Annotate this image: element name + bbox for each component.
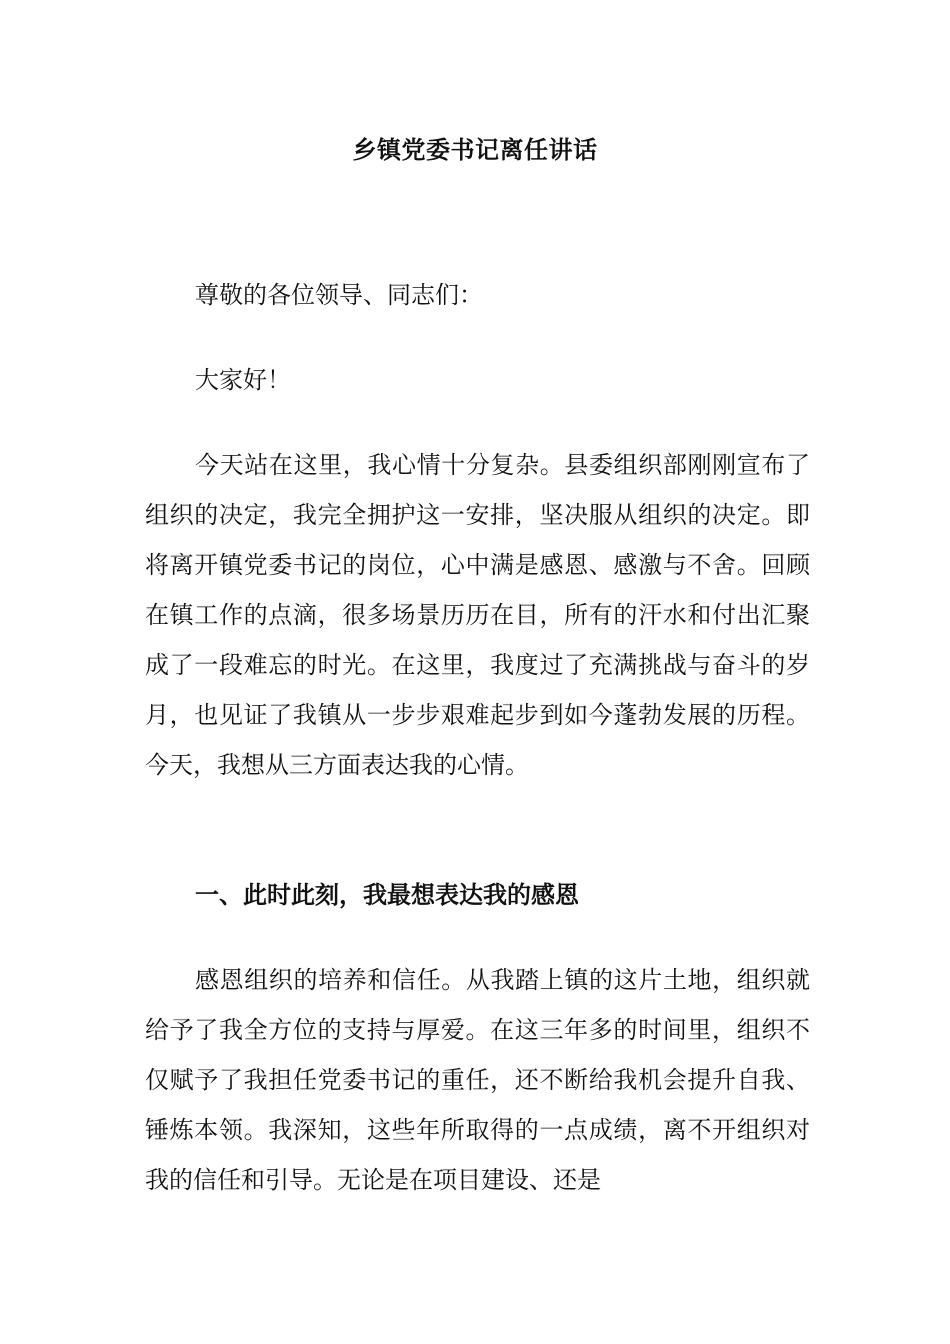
paragraph-gratitude: 感恩组织的培养和信任。从我踏上镇的这片土地，组织就给予了我全方位的支持与厚爱。在这三年多的时间里，组织不仅赋予了我担任党委书记的重任，还不断给我机会提升自我、锤炼本领。我深知，这些年所取得的一点成绩，离不开组织对我的信任和引导。无论是在项目建设、还是	[145, 966, 810, 1194]
section-heading: 一、此时此刻，我最想表达我的感恩	[195, 881, 579, 909]
greeting: 大家好！	[195, 366, 291, 394]
document-title: 乡镇党委书记离任讲话	[352, 136, 598, 164]
salutation: 尊敬的各位领导、同志们：	[195, 281, 483, 309]
paragraph-intro: 今天站在这里，我心情十分复杂。县委组织部刚刚宣布了组织的决定，我完全拥护这一安排，坚决服从组织的决定。即将离开镇党委书记的岗位，心中满是感恩、感激与不舍。回顾在镇工作的点滴，很多场景历历在目，所有的汗水和付出汇聚成了一段难忘的时光。在这里，我度过了充满挑战与奋斗的岁月，也见证了我镇从一步步艰难起步到如今蓬勃发展的历程。今天，我想从三方面表达我的心情。	[145, 451, 810, 779]
